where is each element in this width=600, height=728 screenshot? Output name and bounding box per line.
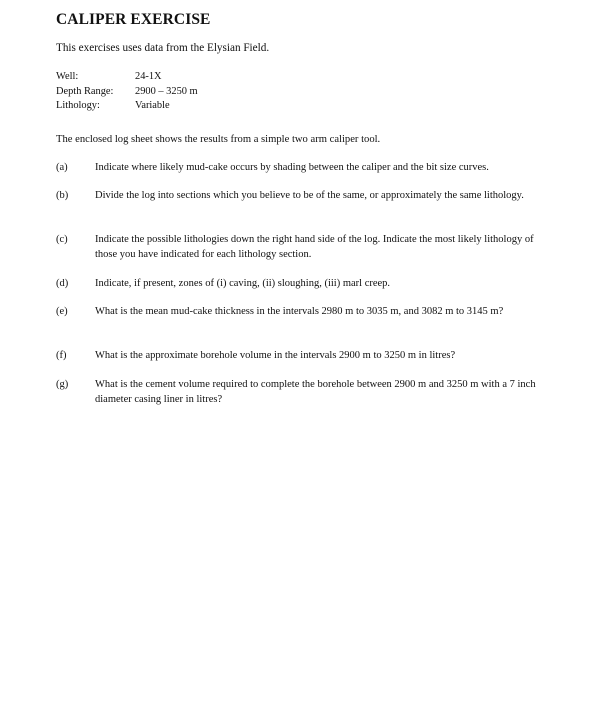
metadata-label: Lithology: <box>56 100 100 111</box>
question-letter: (d) <box>56 278 69 289</box>
metadata-row-depth-range <box>56 85 198 100</box>
metadata-row-well <box>56 70 198 85</box>
intro-text: This exercises uses data from the Elysian Field. <box>56 42 270 54</box>
question-letter: (c) <box>56 234 68 245</box>
question-d <box>56 276 556 291</box>
question-text: What is the mean mud-cake thickness in the intervals 2980 m to 3035 m, and 3082 m to 3145 m? <box>95 306 504 317</box>
well-metadata <box>56 70 198 114</box>
metadata-row-lithology <box>56 99 198 114</box>
question-text: Divide the log into sections which you believe to be of the same, or approximately the same lithology. <box>95 190 524 201</box>
metadata-label: Depth Range: <box>56 85 114 97</box>
question-letter: (b) <box>56 190 69 201</box>
question-text: What is the approximate borehole volume in the intervals 2900 m to 3250 m in litres? <box>95 350 456 361</box>
lead-text: The enclosed log sheet shows the results from a simple two arm caliper tool. <box>56 134 381 145</box>
question-text: Indicate, if present, zones of (i) caving, (ii) sloughing, (iii) marl creep. <box>95 278 391 289</box>
metadata-value: 24-1X <box>135 71 162 82</box>
question-e <box>56 304 556 319</box>
metadata-value: 2900 – 3250 m <box>135 85 198 97</box>
page-title: CALIPER EXERCISE <box>56 11 211 28</box>
question-text: Indicate where likely mud-cake occurs by shading between the caliper and the bit size curves. <box>95 162 489 173</box>
question-b <box>56 188 556 203</box>
question-a <box>56 160 556 175</box>
question-text: What is the cement volume required to complete the borehole between 2900 m and 3250 m with a 7 inch diameter casing liner in litres? <box>95 379 536 405</box>
question-f <box>56 348 556 363</box>
question-g <box>56 377 556 407</box>
question-letter: (f) <box>56 350 67 361</box>
question-text: Indicate the possible lithologies down the right hand side of the log. Indicate the most likely lithology of those you have indicated for each lithology section. <box>95 234 534 260</box>
metadata-label: Well: <box>56 71 79 82</box>
question-c <box>56 232 556 262</box>
question-letter: (g) <box>56 379 69 390</box>
question-letter: (e) <box>56 306 68 317</box>
metadata-value: Variable <box>135 100 170 111</box>
question-letter: (a) <box>56 162 68 173</box>
